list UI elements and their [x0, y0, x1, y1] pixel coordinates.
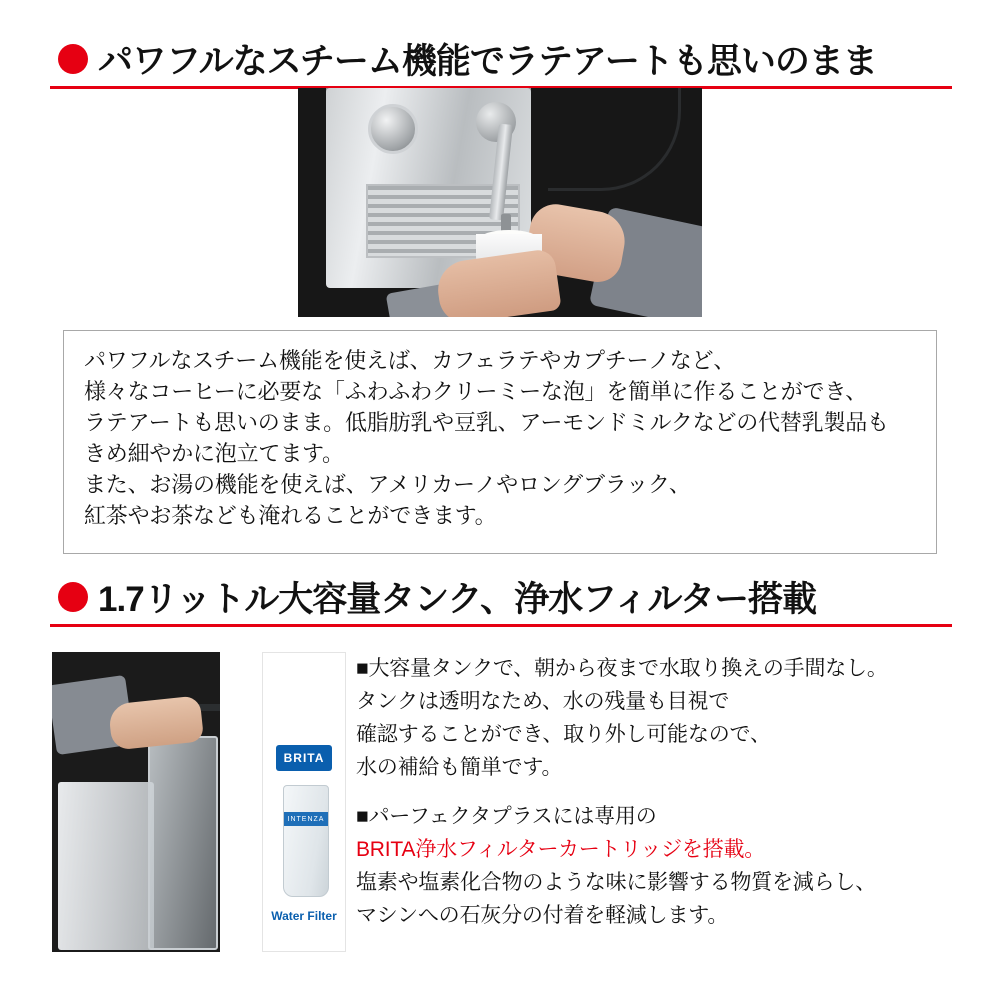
steam-text-line: パワフルなスチーム機能を使えば、カフェラテやカプチーノなど、 — [84, 348, 736, 373]
steam-text-line: また、お湯の機能を使えば、アメリカーノやロングブラック、 — [84, 472, 691, 497]
photo-water-tank — [52, 652, 220, 952]
photo-brita-filter — [262, 652, 346, 952]
machine-side-body — [58, 782, 154, 950]
bullet-icon — [58, 44, 88, 74]
steam-text-line: きめ細やかに泡立てます。 — [84, 441, 344, 466]
filter-text-line: ■パーフェクタプラスには専用の — [356, 805, 657, 828]
filter-text-line-highlight: BRITA浄水フィルターカートリッジを搭載。 — [356, 838, 766, 861]
brita-logo: BRITA — [276, 745, 332, 771]
tank-description-text — [356, 652, 956, 932]
section-heading-steam — [58, 34, 877, 84]
section-heading-tank — [58, 572, 816, 622]
hand-holding-tank — [108, 695, 204, 750]
heading-divider-tank — [50, 624, 952, 627]
filter-cartridge-label: INTENZA — [284, 812, 328, 826]
filter-caption: Water Filter — [271, 909, 337, 923]
transparent-water-tank — [148, 736, 218, 950]
pressure-gauge-icon — [368, 104, 418, 154]
photo-steam-frothing — [298, 88, 702, 317]
steam-text-line: 紅茶やお茶なども淹れることができます。 — [84, 503, 497, 528]
tank-text-line: 水の補給も簡単です。 — [356, 756, 563, 779]
section-heading-steam-text: パワフルなスチーム機能でラテアートも思いのまま — [98, 42, 877, 81]
filter-cartridge — [283, 785, 329, 897]
section-heading-tank-text: 1.7リットル大容量タンク、浄水フィルター搭載 — [98, 580, 816, 619]
tank-text-line: ■大容量タンクで、朝から夜まで水取り換えの手間なし。 — [356, 657, 888, 680]
tank-text-line: 確認することができ、取り外し可能なので、 — [356, 723, 771, 746]
bullet-icon — [58, 582, 88, 612]
tank-text-line: タンクは透明なため、水の残量も目視で — [356, 690, 730, 713]
filter-text-line: マシンへの石灰分の付着を軽減します。 — [356, 904, 729, 927]
steam-text-line: 様々なコーヒーに必要な「ふわふわクリーミーな泡」を簡単に作ることができ、 — [84, 379, 868, 404]
power-cord — [548, 88, 681, 191]
filter-text-line: 塩素や塩素化合物のような味に影響する物質を減らし、 — [356, 871, 876, 894]
steam-text-line: ラテアートも思いのまま。低脂肪乳や豆乳、アーモンドミルクなどの代替乳製品も — [84, 410, 889, 435]
steam-description-box — [63, 330, 937, 554]
